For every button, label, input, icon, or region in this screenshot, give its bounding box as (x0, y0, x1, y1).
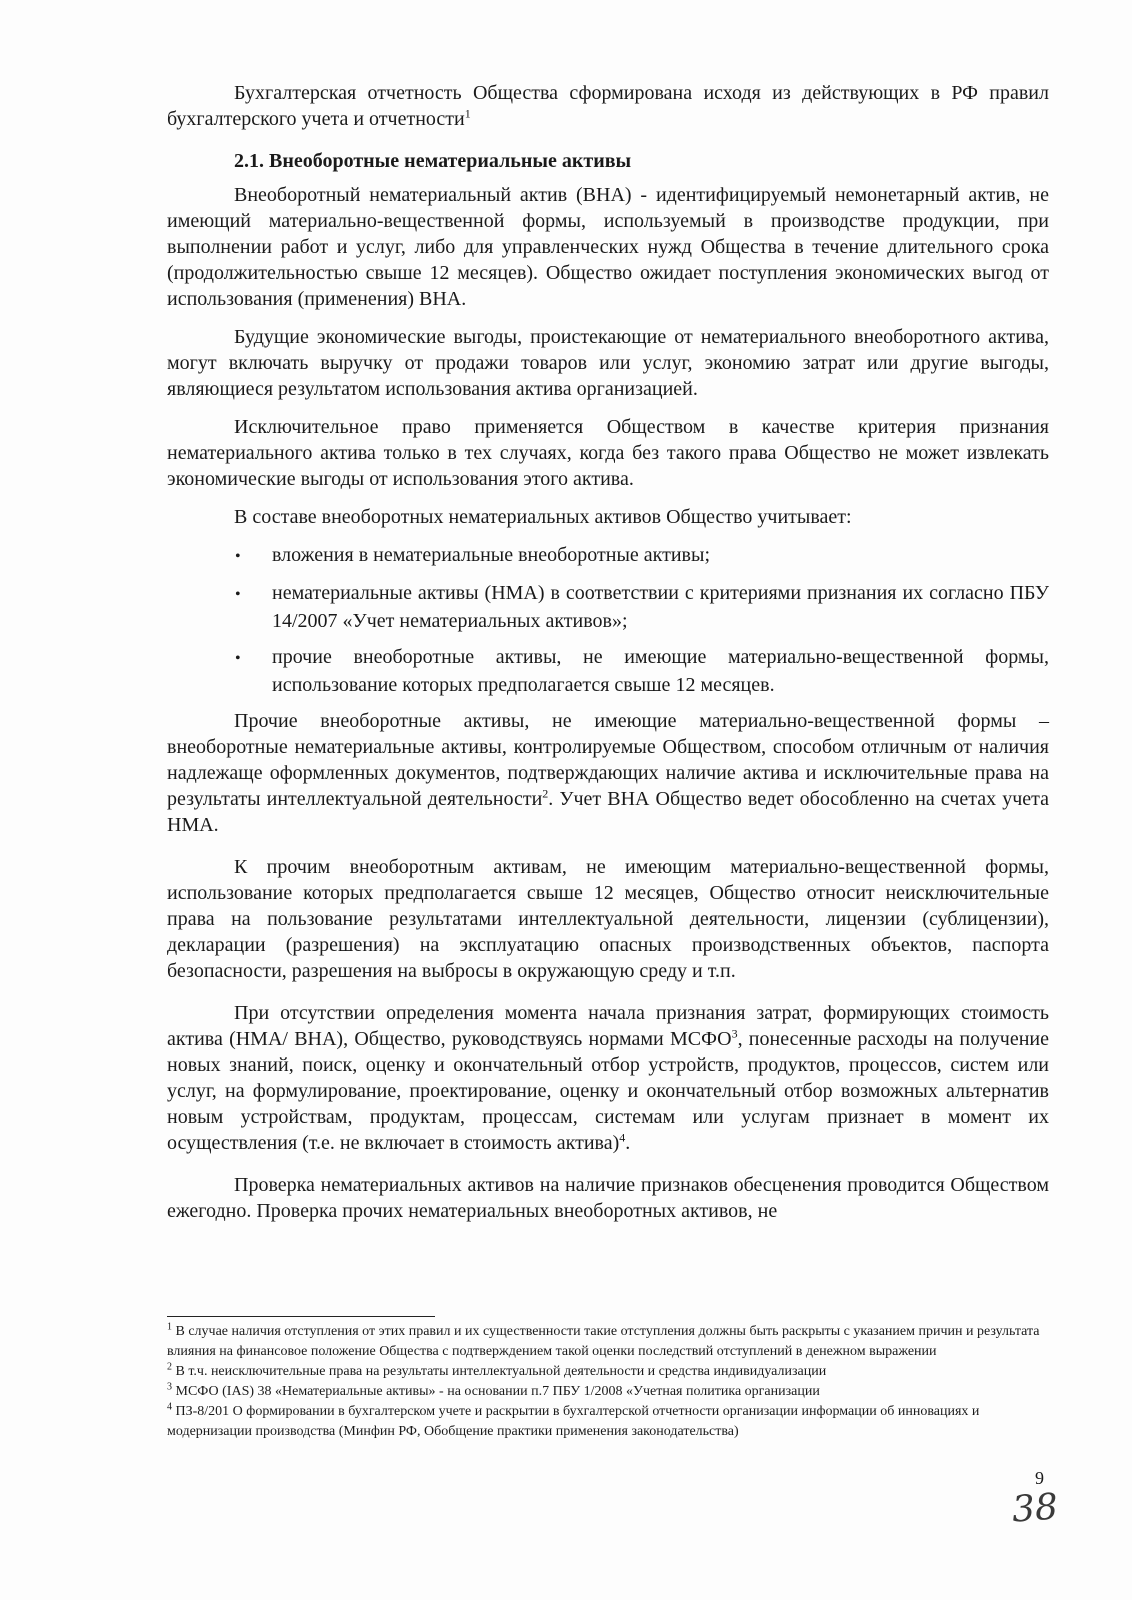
paragraph-impairment: Проверка нематериальных активов на наличие признаков обесценения проводится Обществом ежегодно. Проверка прочих нематериальных внеоборотных активов, не (167, 1174, 1049, 1222)
paragraph-other-assets-list: К прочим внеоборотным активам, не имеющим материально-вещественной формы, использование которых предполагается свыше 12 месяцев, Общество относит неисключительные права на пользование результатами интеллектуальной деятельности, лицензии (сублицензии), декларации (разрешения) на эксплуатацию опасных производственных объектов, паспорта безопасности, разрешения на выбросы в окружающую среду и т.п. (167, 856, 1049, 982)
bullet-icon: • (235, 548, 241, 565)
list-item: • вложения в нематериальные внеоборотные активы; (167, 542, 1049, 570)
composition-list (167, 542, 1049, 698)
list-item: • нематериальные активы (НМА) в соответствии с критериями признания их согласно ПБУ 14/2007 «Учет нематериальных активов»; (235, 582, 1049, 632)
footnote-ref-2: 2 (542, 786, 549, 801)
list-item: • прочие внеоборотные активы, не имеющие материально-вещественной формы, использование которых предполагается свыше 12 месяцев. (235, 646, 1049, 696)
footnotes (167, 1322, 1049, 1442)
footnote-ref-4: 4 (619, 1130, 626, 1145)
paragraph-other-assets: Прочие внеоборотные активы, не имеющие материально-вещественной формы – внеоборотные нематериальные активы, контролируемые Обществом, способом отличным от наличия надлежаще оформленных документов, подтверждающих наличие актива и исключительные права на результаты интеллектуальной деятельности$^2$. Учет ВНА Общество ведет обособленно на счетах учета НМА. (167, 710, 1049, 836)
section-heading: 2.1. Внеоборотные нематериальные активы (234, 150, 632, 172)
footnote-ref-1: 1 (464, 106, 471, 121)
footnote-divider (167, 1316, 435, 1317)
intro-paragraph: Бухгалтерская отчетность Общества сформирована исходя из действующих в РФ правил бухгалтерского учета и отчетности$^1$ (167, 82, 1049, 130)
handwritten-page-number: 38 (1010, 1486, 1060, 1531)
bullet-icon: • (235, 650, 241, 667)
paragraph-economic-benefits: Будущие экономические выгоды, проистекающие от нематериального внеоборотного актива, могут включать выручку от продажи товаров или услуг, экономию затрат или другие выгоды, являющиеся результатом использования актива организацией. (167, 326, 1049, 400)
paragraph-composition: В составе внеоборотных нематериальных активов Общество учитывает: (234, 506, 852, 528)
paragraph-cost-recognition: При отсутствии определения момента начала признания затрат, формирующих стоимость актива (НМА/ ВНА), Общество, руководствуясь нормами МСФО$^3$, понесенные расходы на получение новых знаний, поиск, оценку и окончательный отбор устройств, продуктов, процессов, систем или услуг, на формулирование, проектирование, оценку и окончательный отбор возможных альтернатив новым устройствам, продуктам, процессам, системам или услугам признает в момент их осуществления (т.е. не включает в стоимость актива)$^4$. (167, 1002, 1050, 1154)
document-body (167, 80, 1049, 1224)
page-number: 9 (1035, 1468, 1044, 1488)
paragraph-definition: Внеоборотный нематериальный актив (ВНА) - идентифицируемый немонетарный актив, не имеющий материально-вещественной формы, используемый в производстве продукции, при выполнении работ и услуг, либо для управленческих нужд Общества в течение длительного срока (продолжительностью свыше 12 месяцев). Общество ожидает поступления экономических выгод от использования (применения) ВНА. (167, 184, 1049, 310)
footnote-ref-3: 3 (731, 1026, 738, 1041)
footnote-3: $^3$ МСФО (IAS) 38 «Нематериальные активы» - на основании п.7 ПБУ 1/2008 «Учетная политика организации (167, 1381, 820, 1399)
footnote-1: $^1$ В случае наличия отступления от этих правил и их существенности такие отступления должны быть раскрыты с указанием причин и результата влияния на финансовое положение Общества с подтверждением такой оценки последствий отступлений в денежном выражении (167, 1321, 1040, 1359)
bullet-icon: • (235, 586, 241, 603)
footnote-4: $^4$ ПЗ-8/201 О формировании в бухгалтерском учете и раскрытии в бухгалтерской отчетности организации информации об инновациях и модернизации производства (Минфин РФ, Обобщение практики применения законодательства) (167, 1401, 980, 1439)
paragraph-exclusive-right: Исключительное право применяется Обществом в качестве критерия признания нематериального актива только в тех случаях, когда без такого права Общество не может извлекать экономические выгоды от использования этого актива. (167, 416, 1049, 490)
footnote-2: $^2$ В т.ч. неисключительные права на результаты интеллектуальной деятельности и средства индивидуализации (167, 1361, 827, 1379)
